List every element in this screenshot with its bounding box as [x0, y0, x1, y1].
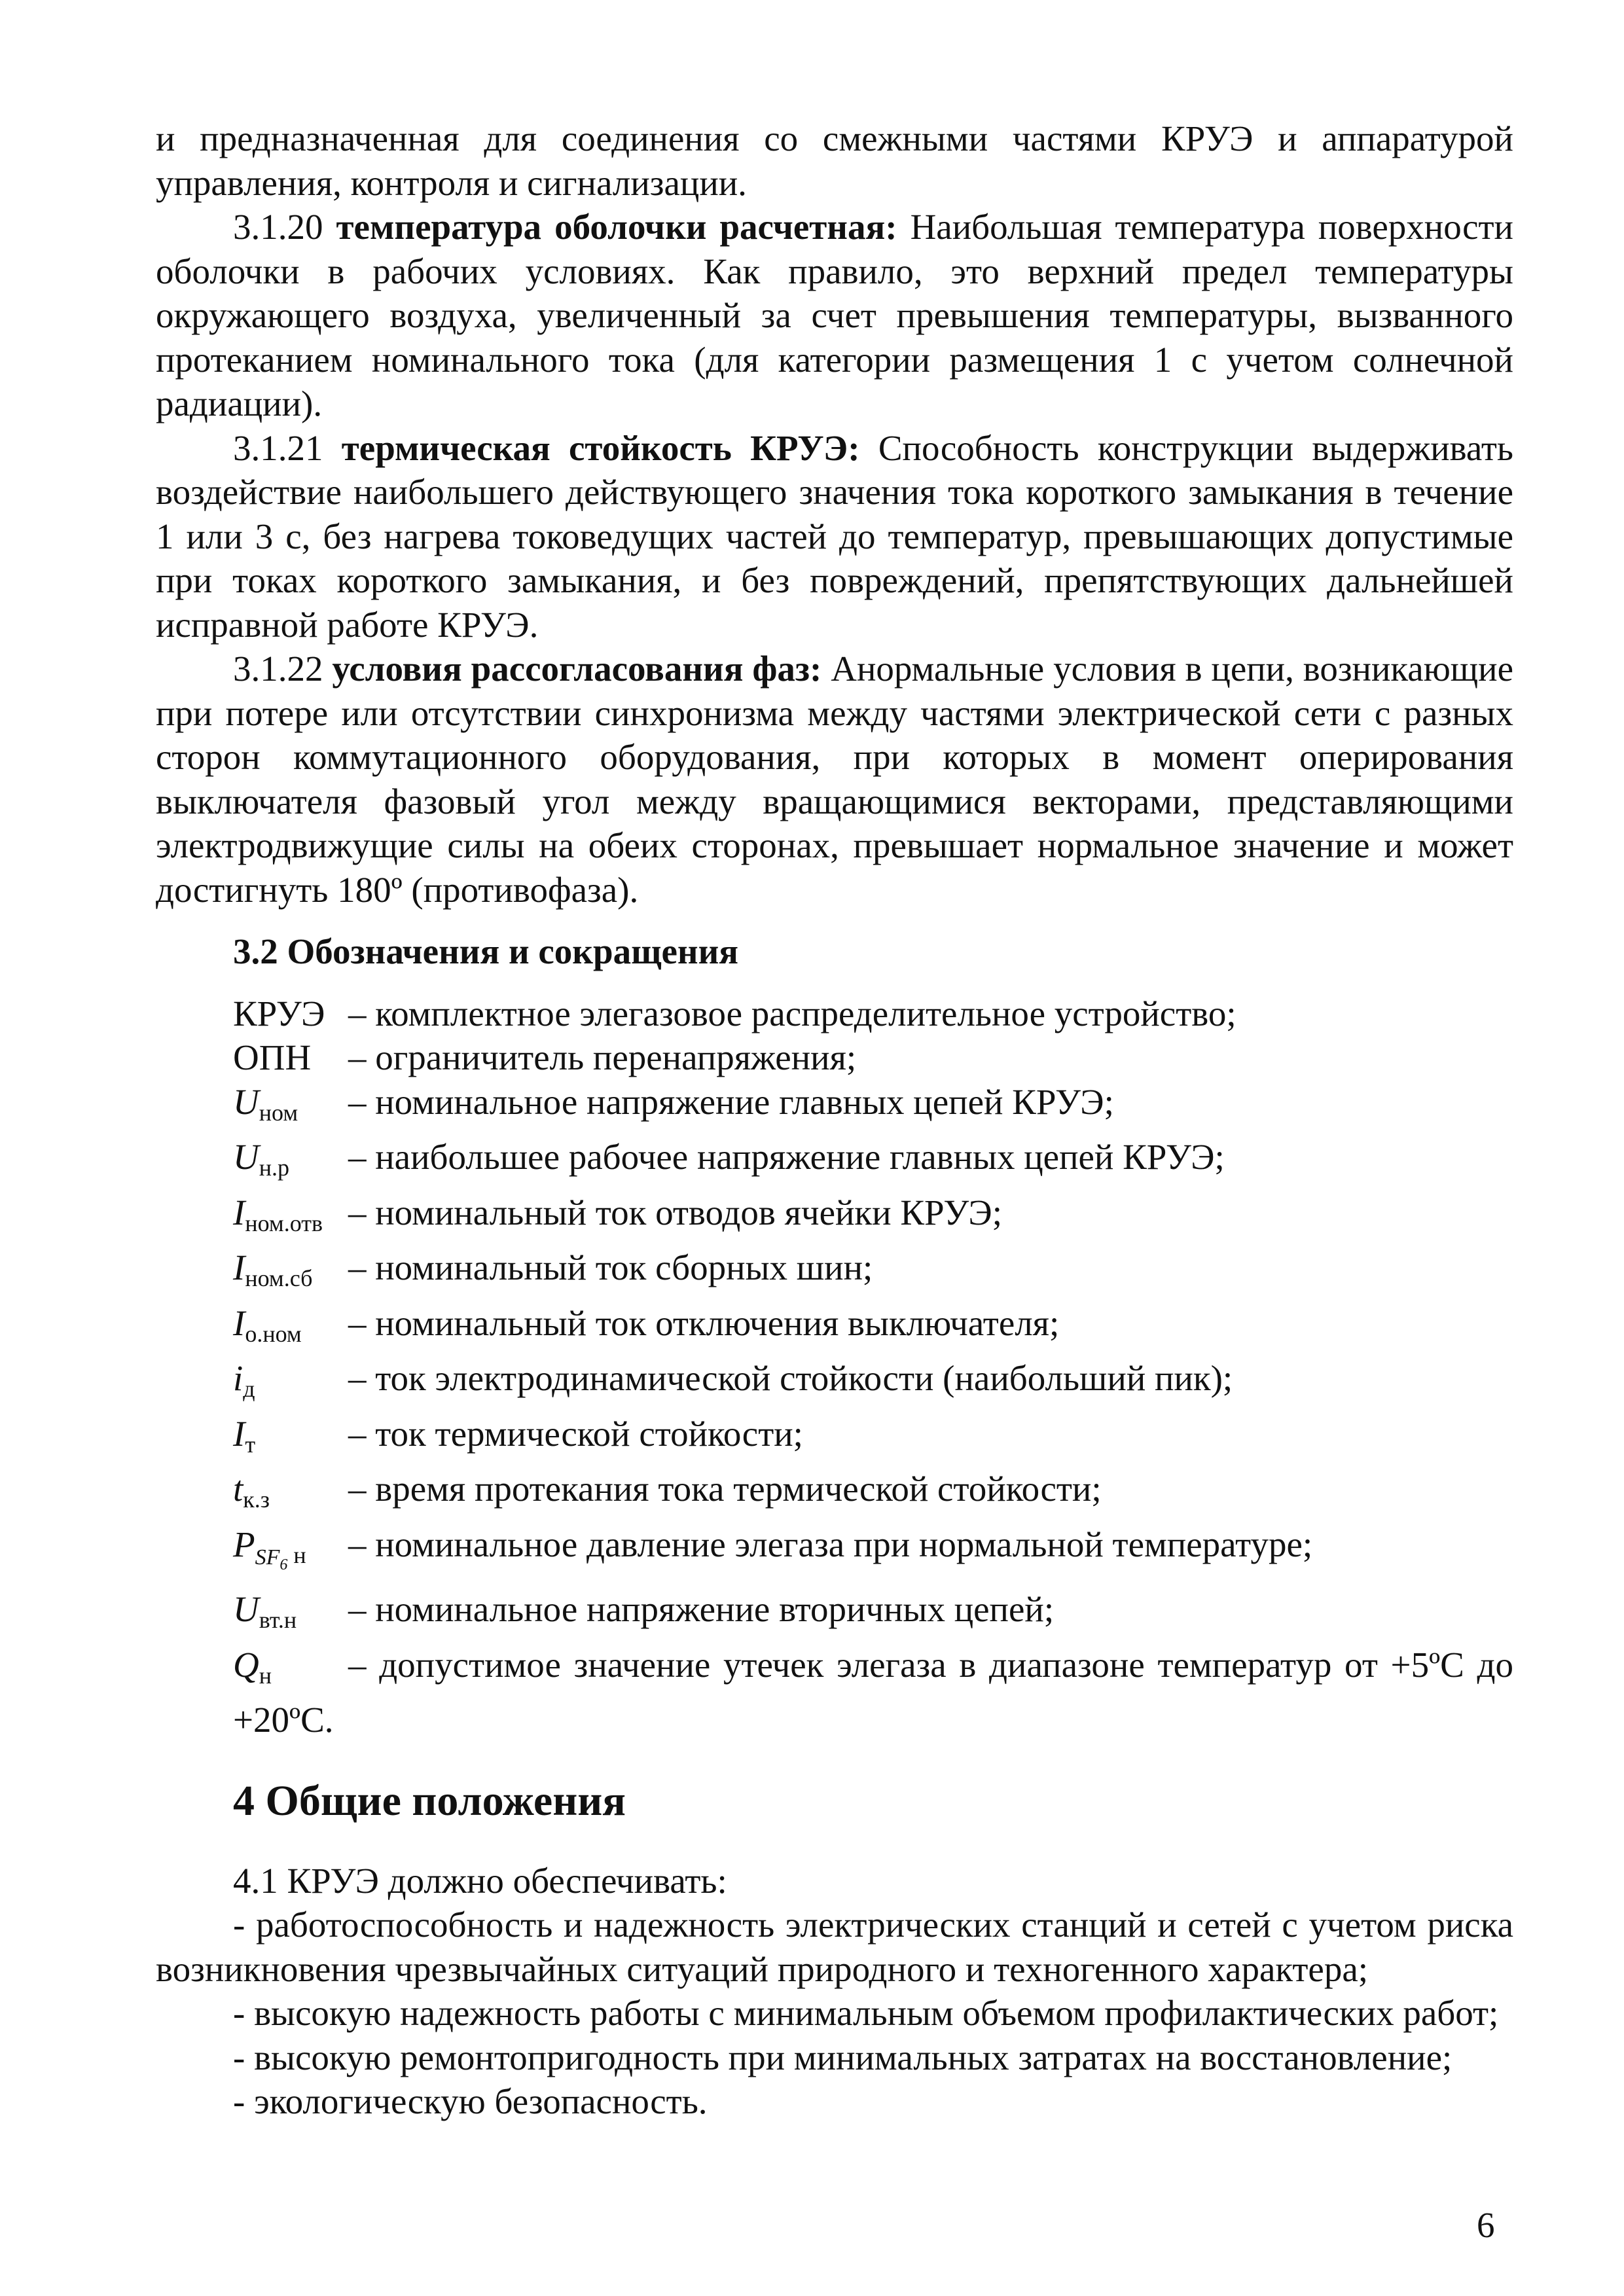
section-heading-4: 4 Общие положения: [233, 1776, 626, 1825]
page-number: 6: [1477, 2205, 1495, 2245]
abbreviation-row: [156, 1643, 1513, 1742]
abbreviation-definition: – допустимое значение утечек элегаза в диапазоне температур от +5ºС до +20ºС.: [233, 1644, 1513, 1740]
abbreviation-symbol: ОПН: [233, 1037, 312, 1077]
abbreviation-definition: – время протекания тока термической стойкости;: [348, 1469, 1102, 1509]
clause-3-1-21: [156, 426, 1513, 647]
abbreviation-definition: – номинальный ток сборных шин;: [348, 1247, 873, 1287]
abbreviation-symbol: КРУЭ: [233, 993, 325, 1033]
abbreviation-definition: – ток электродинамической стойкости (наибольший пик);: [348, 1358, 1233, 1398]
abbreviation-symbol: $I_т$: [233, 1413, 256, 1458]
abbreviation-definition: – наибольшее рабочее напряжение главных цепей КРУЭ;: [348, 1137, 1225, 1177]
clause-4-1: 4.1 КРУЭ должно обеспечивать:: [233, 1860, 727, 1901]
clause-text: Анормальные условия в цепи, возникающие при потере или отсутствии синхронизма между частями электрической сети с разных сторон коммутационного оборудования, при которых в момент оперирования выключателя фазовый угол между вращающимися векторами, представляющими электродвижущие силы на обеих сторонах, превышает нормальное значение и может достигнуть 180º (противофаза).: [156, 649, 1514, 910]
abbreviation-symbol: $U_{н.р}$: [233, 1137, 289, 1181]
abbreviation-symbol: $P_{SF6}$ $_н$: [233, 1524, 306, 1573]
abbreviation-row: [156, 1522, 1513, 1588]
abbreviation-row: [156, 1191, 1513, 1246]
abbreviation-symbol: $I_{ном.сб}$: [233, 1247, 313, 1291]
abbreviation-symbol: $I_{о.ном}$: [233, 1302, 302, 1347]
abbreviation-symbol: $I_{ном.отв}$: [233, 1192, 323, 1236]
abbreviation-symbol: $i_д$: [233, 1358, 255, 1402]
abbreviation-row: [156, 1587, 1513, 1643]
clause-number: 3.1.21: [233, 427, 323, 468]
abbreviation-row: [156, 1356, 1513, 1412]
abbreviation-row: [156, 1301, 1513, 1357]
abbreviation-definition: – комплектное элегазовое распределительное устройство;: [348, 993, 1236, 1033]
abbreviation-list: [156, 992, 1513, 1742]
abbreviation-definition: – номинальное напряжение главных цепей КРУЭ;: [348, 1081, 1114, 1122]
clause-term: термическая стойкость КРУЭ:: [341, 427, 860, 468]
abbreviation-row: [156, 1080, 1513, 1136]
abbreviation-row: [156, 1135, 1513, 1191]
list-item: - работоспособность и надежность электрических станций и сетей с учетом риска возникновения чрезвычайных ситуаций природного и техногенного характера;: [156, 1905, 1513, 1989]
continuation-paragraph: и предназначенная для соединения со смежными частями КРУЭ и аппаратурой управления, контроля и сигнализации.: [156, 118, 1513, 203]
clause-text: Наибольшая температура поверхности оболочки в рабочих условиях. Как правило, это верхний предел температуры окружающего воздуха, увеличенный за счет превышения температуры, вызванного протеканием номинального тока (для категории размещения 1 с учетом солнечной радиации).: [156, 207, 1513, 423]
clause-term: условия рассогласования фаз:: [332, 649, 822, 689]
abbreviation-symbol: $U_{ном}$: [233, 1081, 298, 1126]
abbreviation-definition: – ток термической стойкости;: [348, 1413, 803, 1454]
clause-number: 3.1.20: [233, 207, 323, 247]
abbreviation-row: [156, 1412, 1513, 1467]
page-body: [156, 117, 1513, 2124]
abbreviation-symbol: $t_{к.з}$: [233, 1469, 270, 1513]
abbreviation-symbol: $Q_н$: [233, 1644, 272, 1689]
abbreviation-definition: – номинальный ток отключения выключателя;: [348, 1302, 1060, 1343]
clause-term: температура оболочки расчетная:: [336, 207, 897, 247]
abbreviation-row: [156, 1035, 1513, 1080]
abbreviation-definition: – номинальный ток отводов ячейки КРУЭ;: [348, 1192, 1003, 1232]
abbreviation-row: [156, 992, 1513, 1036]
section-heading-3-2: 3.2 Обозначения и сокращения: [233, 931, 739, 971]
clause-text: Способность конструкции выдерживать воздействие наибольшего действующего значения тока короткого замыкания в течение 1 или 3 с, без нагрева токоведущих частей до температур, превышающих допустимые при токах короткого замыкания, и без повреждений, препятствующих дальнейшей исправной работе КРУЭ.: [156, 427, 1513, 645]
abbreviation-row: [156, 1467, 1513, 1522]
abbreviation-definition: – ограничитель перенапряжения;: [348, 1037, 857, 1077]
list-item: - высокую ремонтопригодность при минимальных затратах на восстановление;: [233, 2037, 1453, 2077]
clause-3-1-20: [156, 205, 1513, 426]
list-item: - экологическую безопасность.: [233, 2081, 708, 2121]
abbreviation-definition: – номинальное напряжение вторичных цепей;: [348, 1589, 1055, 1629]
clause-3-1-22: [156, 647, 1513, 912]
abbreviation-row: [156, 1246, 1513, 1301]
clause-number: 3.1.22: [233, 649, 323, 689]
abbreviation-definition: – номинальное давление элегаза при нормальной температуре;: [348, 1524, 1313, 1564]
abbreviation-symbol: $U_{вт.н}$: [233, 1589, 297, 1633]
list-item: - высокую надежность работы с минимальным объемом профилактических работ;: [233, 1993, 1499, 2033]
